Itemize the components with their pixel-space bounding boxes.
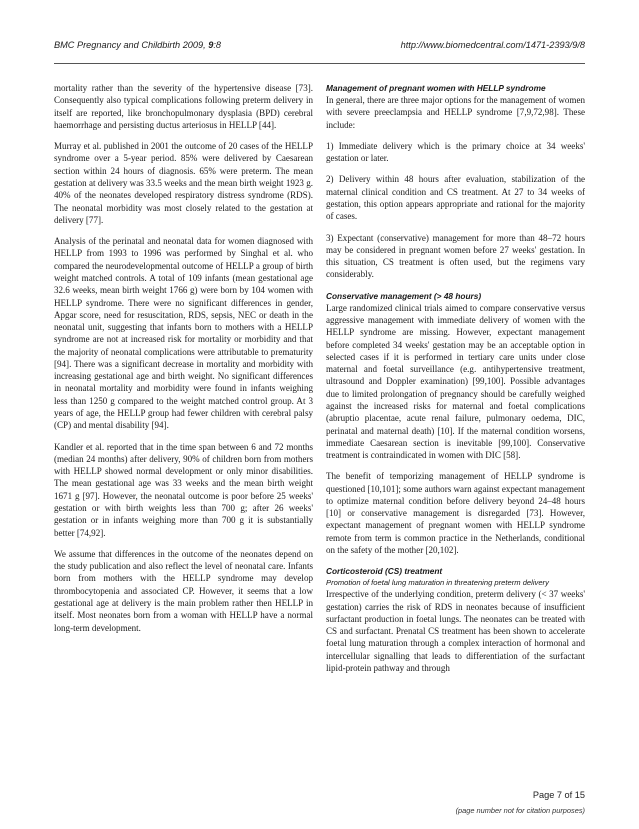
paragraph: In general, there are three major options for the management of women with severe preeclampsia and HELLP syndrome [7,9,72,98]. These include: bbox=[326, 95, 585, 130]
option-item: 1) Immediate delivery which is the primary choice at 34 weeks' gestation or later. bbox=[326, 140, 585, 164]
journal-name: BMC Pregnancy and Childbirth 2009, bbox=[54, 40, 206, 50]
paragraph: Analysis of the perinatal and neonatal data for women diagnosed with HELLP from 1993 to 1996 was performed by Singhal et al. who compared the neurodevelopmental outcome of HELLP a group of birth weight matched controls. A total of 109 infants (mean gestational age 32.6 weeks, mean birth weight 1766 g) were born by 104 women with HELLP syndrome. There were no significant differences in gender, Apgar score, need for resuscitation, RDS, sepsis, NEC or death in the neonatal unit, suggesting that infants born to mothers with a HELLP syndrome are not at increased risk for mortality or morbidity and that the majority of neonatal complications were attributable to prematurity [94]. There was a significant decrease in mortality and morbidity with increasing gestational age and birth weight. No significant differences in neonatal mortality and morbidity were found in infants weighing less than 1250 g compared to the weight matched control group. At 3 years of age, the HELLP group had fewer children with cerebral palsy (CP) and mental disability [94]. bbox=[54, 236, 313, 431]
subsection-heading-lung-maturation: Promotion of foetal lung maturation in threatening preterm delivery bbox=[326, 578, 549, 588]
article-number: :8 bbox=[213, 40, 222, 50]
left-column bbox=[54, 82, 313, 643]
right-column bbox=[326, 82, 585, 683]
citation-note: (page number not for citation purposes) bbox=[455, 806, 585, 815]
paragraph: We assume that differences in the outcome of the neonates depend on the study publication and also reflect the level of neonatal care. Infants born from mothers with the HELLP syndrome may develop thrombocytopenia and associated CP. However, it seems that a low gestational age at delivery is the main problem rather then HELLP in itself. Most neonates born from a woman with HELLP have a normal long-term development. bbox=[54, 548, 313, 633]
paragraph: Murray et al. published in 2001 the outcome of 20 cases of the HELLP syndrome over a 5-year period. 85% were delivered by Caesarean section within 24 hours of diagnosis. 65% were preterm. The mean gestation at delivery was 33.5 weeks and the mean birth weight 1923 g. 40% of the neonates developed respiratory distress syndrome (RDS). The neonatal morbidity was most closely related to the gestation at delivery [77]. bbox=[54, 141, 313, 225]
paragraph: Large randomized clinical trials aimed to compare conservative versus aggressive management with immediate delivery of women with the HELLP syndrome are missing. However, expectant management before completed 34 weeks' gestation may be an acceptable option in selected cases if it is performed in tertiary care units under close maternal and foetal surveillance (e.g. antihypertensive treatment, ultrasound and Doppler examination) [99,100]. Possible advantages due to limited prolongation of pregnancy should be carefully weighed against the increased risks for maternal and foetal complications (abruptio placentae, acute renal failure, pulmonary oedema, DIC, perinatal and maternal death) [10]. If the maternal condition worsens, immediate Caesarean section is inevitable [99,100]. Conservative treatment is contraindicated in women with DIC [58]. bbox=[326, 302, 585, 461]
paragraph: mortality rather than the severity of the hypertensive disease [73]. Consequently also typical complications following preterm delivery in itself are reported, like bronchopulmonary dysplasia (BPD) cerebral haemorrhage and persisting ductus arteriosus in HELLP [44]. bbox=[54, 83, 313, 130]
running-header-url[interactable]: http://www.biomedcentral.com/1471-2393/9/8 bbox=[400, 40, 585, 50]
paragraph: The benefit of temporizing management of HELLP syndrome is questioned [10,101]; some authors warn against expectant management to optimize maternal condition before delivery beyond 24–48 hours [10] or conservative management is disregarded [73]. However, expectant management of pregnant women with HELLP syndrome remote from term is common practice in the Netherlands, conditional on the safety of the mother [20,102]. bbox=[326, 471, 585, 556]
section-heading-management: Management of pregnant women with HELLP syndrome bbox=[326, 83, 546, 93]
option-item: 3) Expectant (conservative) management for more than 48–72 hours may be considered in pregnant women before 27 weeks' gestation. In this situation, CS treatment is often used, but the regimens vary considerably. bbox=[326, 232, 585, 280]
page-number: Page 7 of 15 bbox=[532, 790, 585, 800]
header-rule bbox=[54, 63, 585, 64]
journal-volume: 9 bbox=[208, 40, 214, 50]
running-header-journal bbox=[54, 40, 221, 50]
option-item: 2) Delivery within 48 hours after evaluation, stabilization of the maternal clinical condition and CS treatment. At 27 to 34 weeks of gestation, this option appears appropriate and rational for the majority of cases. bbox=[326, 174, 585, 222]
paragraph: Irrespective of the underlying condition, preterm delivery (< 37 weeks' gestation) carries the risk of RDS in neonates because of insufficient surfactant production in foetal lungs. The neonates can be treated with CS and surfactant. Prenatal CS treatment has been shown to accelerate foetal lung maturation through a complex interaction of hormonal and intercellular signalling that leads to differentiation of the surfactant lipid-protein pathway and through bbox=[326, 589, 585, 674]
section-heading-conservative: Conservative management (> 48 hours) bbox=[326, 290, 482, 301]
paragraph: Kandler et al. reported that in the time span between 6 and 72 months (median 24 months) after delivery, 90% of children born from mothers with HELLP showed normal development or only minor disabilities. The mean gestational age was 33 weeks and the mean birth weight 1671 g [97]. However, the neonatal outcome is poor before 25 weeks' gestation or with birth weights less than 700 g; after 26 weeks' gestation or in infants weighing more than 700 g it is substantially better [74,92]. bbox=[54, 441, 313, 538]
section-heading-corticosteroid: Corticosteroid (CS) treatment bbox=[326, 566, 443, 577]
